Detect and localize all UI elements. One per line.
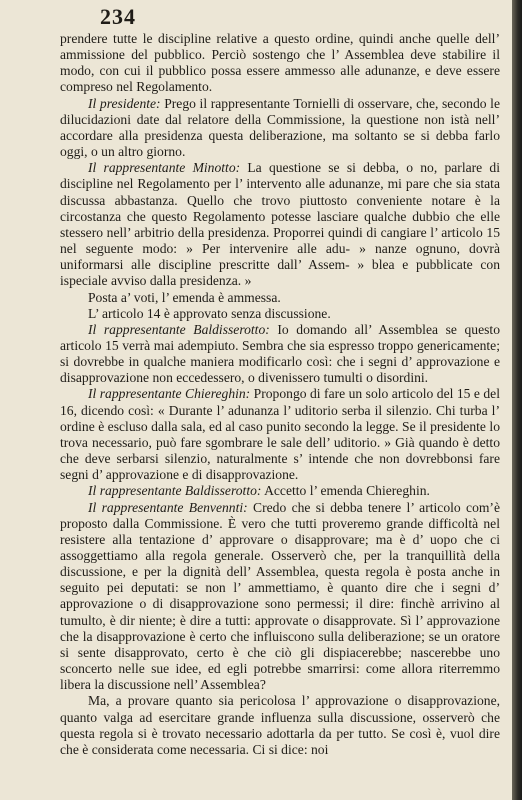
paragraph bbox=[60, 31, 500, 96]
paragraph-text: Propongo di fare un solo articolo del 15 e del 16, dicendo così: « Durante l’ adunanza l’ uditorio serba il silenzio. Chi turba l’ ordine è escluso dalla sala, ed al caso punito secondo la legge. Se il presidente lo trova necessario, può fare sgombrare le sale dell’ uditorio. » Già quando è detto che deve serbarsi silenzio, naturalmente s’ intende che non dovrebbonsi fare segni d’ approvazione e di disapprovazione. bbox=[60, 386, 500, 483]
body-text bbox=[60, 31, 500, 758]
page-edge bbox=[512, 0, 522, 800]
paragraph bbox=[60, 96, 500, 161]
paragraph-text: La questione se si debba, o no, parlare di discipline nel Regolamento per l’ intervento alle adunanze, mi pare che sia stata discussa abbastanza. Quello che trovo piuttosto conveniente notare è la circostanza che questo Regolamento potesse lasciare qualche dubbio che elle stessero nell’ arbitrio della presidenza. Proporrei quindi di cangiare l’ articolo 15 nel seguente modo: » Per intervenire alle adu- » nanze ognuno, dovrà uniformarsi alle discipline prescritte dall’ Assem- » blea e pubblicate con ispeciale avviso dalla presidenza. » bbox=[60, 160, 500, 289]
paragraph-text: Prego il rappresentante Tornielli di osservare, che, secondo le dilucidazioni date dal relatore della Commissione, la questione non istà nell’ accordare alla presidenza questa deliberazione, ma soltanto se si debba farlo oggi, o un altro giorno. bbox=[60, 95, 500, 160]
paragraph bbox=[60, 322, 500, 387]
paragraph-text: Credo che si debba tenere l’ articolo com’è proposto dalla Commissione. È vero che tutti proveremo grande difficoltà nel resistere alla tentazione d’ approvare o disapprovare; ma è d’ uopo che ci assoggettiamo alla regola generale. Osserverò che, per la tranquillità della discussione, e per la dignità dell’ Assemblea, questa regola è posta anche in seguito pei deputati: se non l’ ammettiamo, è quanto dire che i segni d’ approvazione o di disapprovazione sono permessi; il dire: finchè arrivino al tumulto, è dir niente; è dire a tutti: approvate o disapprovate. Sì l’ approvazione che la disapprovazione è certo che influiscono sulla deliberazione; se un oratore si sente disapprovato, certo è che ciò gli dispiacerebbe; nascerebbe uno sconcerto nelle sue idee, ed egli potrebbe smarrirsi: come allora riterremmo libera la discussione nell’ Assemblea? bbox=[60, 499, 500, 693]
paragraph bbox=[60, 483, 500, 499]
page-number: 234 bbox=[100, 4, 136, 29]
speaker-name: Il rappresentante Baldisserotto: bbox=[88, 483, 262, 499]
paragraph bbox=[60, 693, 500, 758]
paragraph-text: Posta a’ voti, l’ emenda è ammessa. bbox=[88, 289, 281, 305]
paragraph bbox=[60, 386, 500, 483]
paragraph bbox=[60, 160, 500, 289]
paragraph bbox=[60, 306, 500, 322]
speaker-name: Il rappresentante Minotto: bbox=[88, 160, 241, 176]
paragraph-text: prendere tutte le discipline relative a questo ordine, quindi anche quelle dell’ ammissione del pubblico. Perciò sostengo che l’ Assemblea deve stabilire il modo, con cui il pubblico possa essere ammesso alle adunanze, e deve essere compreso nel Regolamento. bbox=[60, 31, 500, 95]
speaker-name: Il rappresentante Benvennti: bbox=[88, 499, 248, 515]
paragraph bbox=[60, 290, 500, 306]
speaker-name: Il rappresentante Chiereghin: bbox=[88, 386, 251, 402]
speaker-name: Il rappresentante Baldisserotto: bbox=[88, 321, 270, 337]
paragraph-text: L’ articolo 14 è approvato senza discussione. bbox=[88, 305, 331, 321]
speaker-name: Il presidente: bbox=[88, 95, 161, 111]
paragraph-text: Io domando all’ Assemblea se questo articolo 15 verrà mai adempiuto. Sembra che sia espresso troppo genericamente; si dovrebbe in qualche maniera modificarlo così: che i segni d’ approvazione e disapprovazione non eccedessero, o divenissero tumulti o disordini. bbox=[60, 321, 500, 386]
paragraph-text: Accetto l’ emenda Chiereghin. bbox=[261, 483, 430, 499]
paragraph-text: Ma, a provare quanto sia pericolosa l’ approvazione o disapprovazione, quanto valga ad esercitare grande influenza sulla discussione, osserverò che questa regola si è trovato necessario adottarla da per tutto. Se così è, vuol dire che è considerata come necessaria. Ci si dice: noi bbox=[60, 693, 500, 757]
paragraph bbox=[60, 500, 500, 694]
